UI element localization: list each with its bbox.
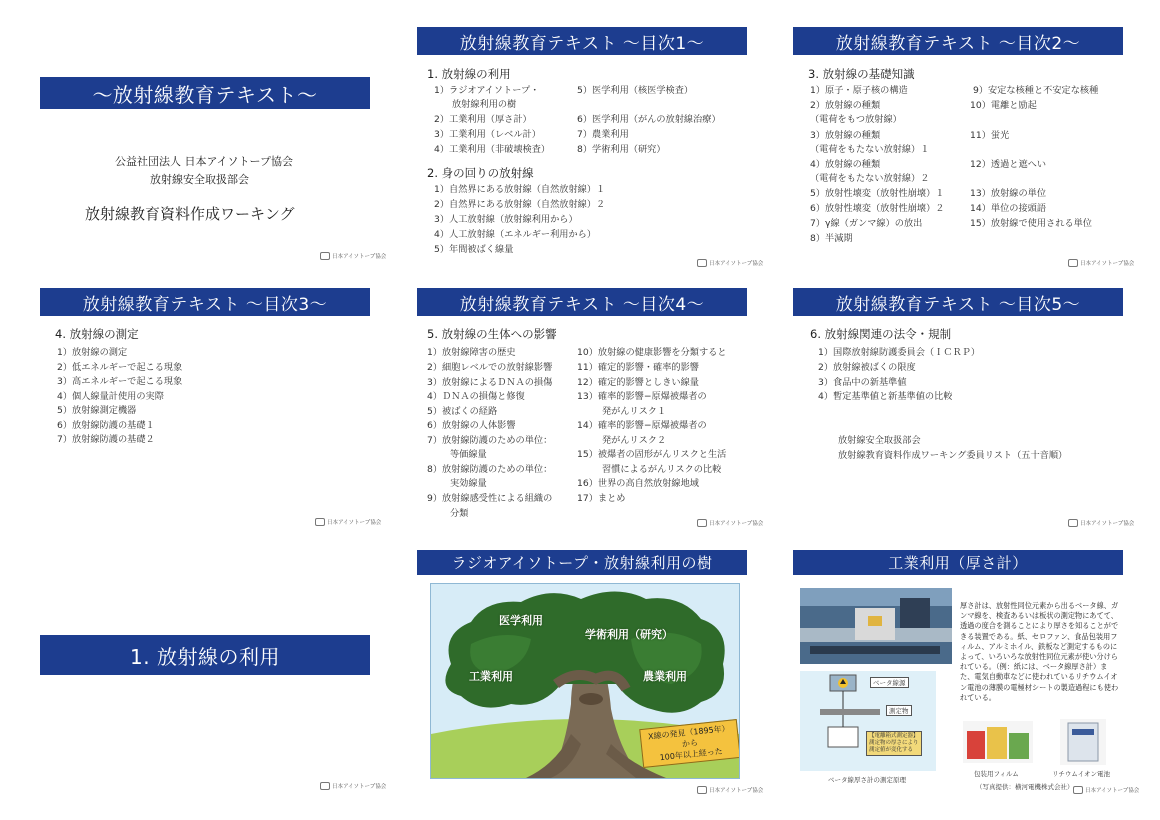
toc-item: 1）原子・原子核の構造 (810, 85, 908, 96)
gauge-principle-diagram (800, 671, 936, 771)
toc-item: 4）暫定基準値と新基準値の比較 (818, 391, 953, 402)
film-caption: 包装用フィルム (974, 770, 1019, 778)
gauge-principle-svg (800, 671, 936, 771)
toc-item: 15）被爆者の固形がんリスクと生活 (577, 449, 727, 460)
toc-item: 2）低エネルギーで起こる現象 (57, 362, 183, 373)
toc1-section-heading: 2. 身の回りの放射線 (427, 166, 534, 180)
working-group-name: 放射線教育資料作成ワーキング (85, 205, 295, 223)
toc5-section-heading: 6. 放射線関連の法令・規制 (810, 327, 952, 341)
toc-item: 1）ラジオアイソトープ・ (434, 85, 540, 96)
tree-label-agricultural: 農業利用 (643, 670, 687, 683)
toc-item: 9）放射線感受性による組織の (427, 493, 553, 504)
jrias-logo: 日本アイソトープ協会 (697, 519, 763, 527)
jrias-logo: 日本アイソトープ協会 (697, 259, 763, 267)
toc-note: 放射線安全取扱部会 (838, 435, 921, 446)
toc5-banner: 放射線教育テキスト ～目次5～ (793, 288, 1123, 316)
toc4-banner: 放射線教育テキスト ～目次4～ (417, 288, 747, 316)
toc5-slide (788, 285, 1133, 545)
toc-item: 8）放射線防護のための単位： (427, 464, 553, 475)
toc-item: 4）個人線量計使用の実際 (57, 391, 164, 402)
toc4-section-heading: 5. 放射線の生体への影響 (427, 327, 557, 341)
toc1-slide (412, 25, 764, 285)
jrias-logo: 日本アイソトープ協会 (320, 252, 386, 260)
diagram-caption: ベータ線厚さ計の測定原理 (828, 776, 906, 784)
toc-item: 13）放射線の単位 (970, 188, 1047, 199)
toc-item: 6）放射線防護の基礎１ (57, 420, 155, 431)
toc-item: 3）放射線の種類 (810, 130, 881, 141)
jrias-logo: 日本アイソトープ協会 (697, 786, 763, 794)
logo-icon (1068, 519, 1078, 527)
toc-item: 7）放射線防護の基礎２ (57, 434, 155, 445)
battery-photo (1060, 719, 1106, 765)
toc-item: 4）工業利用（非破壊検査） (434, 144, 551, 155)
toc-item: 10）電離と励起 (970, 100, 1037, 111)
toc-item: 5）医学利用（核医学検査） (577, 85, 694, 96)
toc-item: 1）自然界にある放射線（自然放射線）１ (434, 184, 606, 195)
title-banner: ～放射線教育テキスト～ (40, 77, 370, 109)
toc-item: 7）放射線防護のための単位： (427, 435, 553, 446)
toc-item: 2）工業利用（厚さ計） (434, 114, 532, 125)
toc-item: 12）確定的影響としきい線量 (577, 377, 699, 388)
section-slide (35, 545, 387, 805)
jrias-logo: 日本アイソトープ協会 (315, 518, 381, 526)
factory-photo-svg (800, 588, 952, 664)
toc3-section-heading: 4. 放射線の測定 (55, 327, 139, 341)
section-banner: 1. 放射線の利用 (40, 635, 370, 675)
toc3-banner: 放射線教育テキスト ～目次3～ (40, 288, 370, 316)
tree-illustration (430, 583, 740, 779)
toc1-section-heading: 1. 放射線の利用 (427, 67, 511, 81)
department-name: 放射線安全取扱部会 (150, 173, 249, 186)
toc-item: 1）放射線障害の歴史 (427, 347, 516, 358)
toc-item: 6）放射線の人体影響 (427, 420, 516, 431)
toc-item: 4）人工放射線（エネルギー利用から） (434, 229, 597, 240)
toc-item: 発がんリスク１ (602, 406, 667, 417)
toc-item: 11）確定的影響・確率的影響 (577, 362, 699, 373)
toc-item: 6）医学利用（がんの放射線治療） (577, 114, 721, 125)
jrias-logo: 日本アイソトープ協会 (320, 782, 386, 790)
toc-item: 3）高エネルギーで起こる現象 (57, 376, 183, 387)
toc-item: 8）学術利用（研究） (577, 144, 666, 155)
logo-icon (697, 786, 707, 794)
toc-item: 10）放射線の健康影響を分類すると (577, 347, 727, 358)
toc-item: 7）γ線（ガンマ線）の放出 (810, 218, 923, 229)
logo-icon (315, 518, 325, 526)
toc-item: 16）世界の高自然放射線地域 (577, 478, 699, 489)
toc-item: 7）農業利用 (577, 129, 629, 140)
toc-item: 2）自然界にある放射線（自然放射線）２ (434, 199, 606, 210)
toc-item: 放射線利用の樹 (452, 99, 517, 110)
toc-item: 12）透過と遮へい (970, 159, 1047, 170)
thickness-description: 厚さ計は、放射性同位元素から出るベータ線、ガンマ線を、検査あるいは板状の測定物にあてて、透過の度合を測ることにより厚さを知ることができる装置である。紙、セロファン、食品包装用フィルム、アルミホイル、鉄板など測定するものによって、いろいろな放射性同位元素が使い分けられている。（例：紙には、ベータ線厚さ計）また、電気自動車などに使われているリチウムイオン電池の薄膜の電極材シートの製造過程にも使われている。 (960, 601, 1119, 702)
logo-icon (1073, 786, 1083, 794)
jrias-logo: 日本アイソトープ協会 (1068, 519, 1134, 527)
tree-slide (412, 545, 764, 805)
photo-credit: （写真提供：横河電機株式会社） (976, 783, 1074, 791)
toc-item: 習慣によるがんリスクの比較 (602, 464, 722, 475)
toc-item: 2）細胞レベルでの放射線影響 (427, 362, 553, 373)
toc-item: 8）半減期 (810, 233, 853, 244)
toc1-banner: 放射線教育テキスト ～目次1～ (417, 27, 747, 55)
toc-item: 11）蛍光 (970, 130, 1010, 141)
toc-item: 14）確率的影響−原爆被爆者の (577, 420, 707, 431)
toc-item: 2）放射線被ばくの限度 (818, 362, 916, 373)
toc-item: 4）放射線の種類 (810, 159, 881, 170)
toc2-banner: 放射線教育テキスト ～目次2～ (793, 27, 1123, 55)
jrias-logo: 日本アイソトープ協会 (1073, 786, 1139, 794)
beta-source-label: ベータ線源 (870, 677, 909, 688)
toc-item: 1）国際放射線防護委員会（ＩＣＲＰ） (818, 347, 981, 358)
toc-item: 6）放射性壊変（放射性崩壊）２ (810, 203, 945, 214)
toc-item: 15）放射線で使用される単位 (970, 218, 1092, 229)
toc-item: 3）食品中の新基準値 (818, 377, 907, 388)
toc-item: 5）年間被ばく線量 (434, 244, 514, 255)
toc-item: 発がんリスク２ (602, 435, 667, 446)
factory-photo (800, 588, 952, 664)
toc-item: 等価線量 (450, 449, 487, 460)
logo-icon (697, 519, 707, 527)
battery-caption: リチウムイオン電池 (1052, 770, 1110, 778)
toc-item: 4）ＤＮＡの損傷と修復 (427, 391, 525, 402)
toc-note: 放射線教育資料作成ワーキング委員リスト（五十音順） (838, 450, 1068, 461)
logo-icon (320, 252, 330, 260)
tree-banner: ラジオアイソトープ・放射線利用の樹 (417, 550, 747, 575)
film-photo-svg (963, 721, 1033, 763)
logo-icon (1068, 259, 1078, 267)
ion-chamber-box: 【電離箱式測定器】 測定物の厚さにより 測定値が変化する (866, 731, 922, 756)
toc-item: 1）放射線の測定 (57, 347, 128, 358)
toc-item: 3）人工放射線（放射線利用から） (434, 214, 578, 225)
thickness-banner: 工業利用（厚さ計） (793, 550, 1123, 575)
title-slide (35, 25, 387, 285)
toc-item: 3）工業利用（レベル計） (434, 129, 541, 140)
toc-item: 17）まとめ (577, 493, 626, 504)
toc-item: 実効線量 (450, 478, 487, 489)
tree-label-medical: 医学利用 (499, 614, 543, 627)
toc-item: 3）放射線によるＤＮＡの損傷 (427, 377, 553, 388)
toc4-slide (412, 285, 764, 545)
toc-item: 2）放射線の種類 (810, 100, 881, 111)
org-name: 公益社団法人 日本アイソトープ協会 (115, 155, 293, 168)
toc-item: 5）放射性壊変（放射性崩壊）１ (810, 188, 945, 199)
jrias-logo: 日本アイソトープ協会 (1068, 259, 1134, 267)
toc-item: 14）単位の接頭語 (970, 203, 1047, 214)
toc-item: 9）安定な核種と不安定な核種 (973, 85, 1099, 96)
xray-discovery-callout: X線の発見（1895年）から 100年以上経った (639, 719, 740, 768)
toc2-slide (788, 25, 1133, 285)
toc-item: （電荷をもたない放射線）１ (810, 144, 930, 155)
tree-label-academic: 学術利用（研究） (585, 628, 673, 641)
thickness-gauge-slide (788, 545, 1140, 805)
toc-item: 5）放射線測定機器 (57, 405, 137, 416)
toc-item: （電荷をもつ放射線） (810, 114, 902, 125)
toc-item: 5）被ばくの経路 (427, 406, 498, 417)
tree-label-industrial: 工業利用 (469, 670, 513, 683)
logo-icon (697, 259, 707, 267)
film-photo (963, 721, 1033, 763)
toc-item: 13）確率的影響−原爆被爆者の (577, 391, 707, 402)
battery-photo-svg (1060, 719, 1106, 765)
toc3-slide (35, 285, 380, 545)
toc-item: 分類 (450, 508, 469, 519)
toc2-section-heading: 3. 放射線の基礎知識 (808, 67, 915, 81)
measured-object-label: 測定物 (886, 705, 912, 716)
toc-item: （電荷をもたない放射線）２ (810, 173, 930, 184)
logo-icon (320, 782, 330, 790)
